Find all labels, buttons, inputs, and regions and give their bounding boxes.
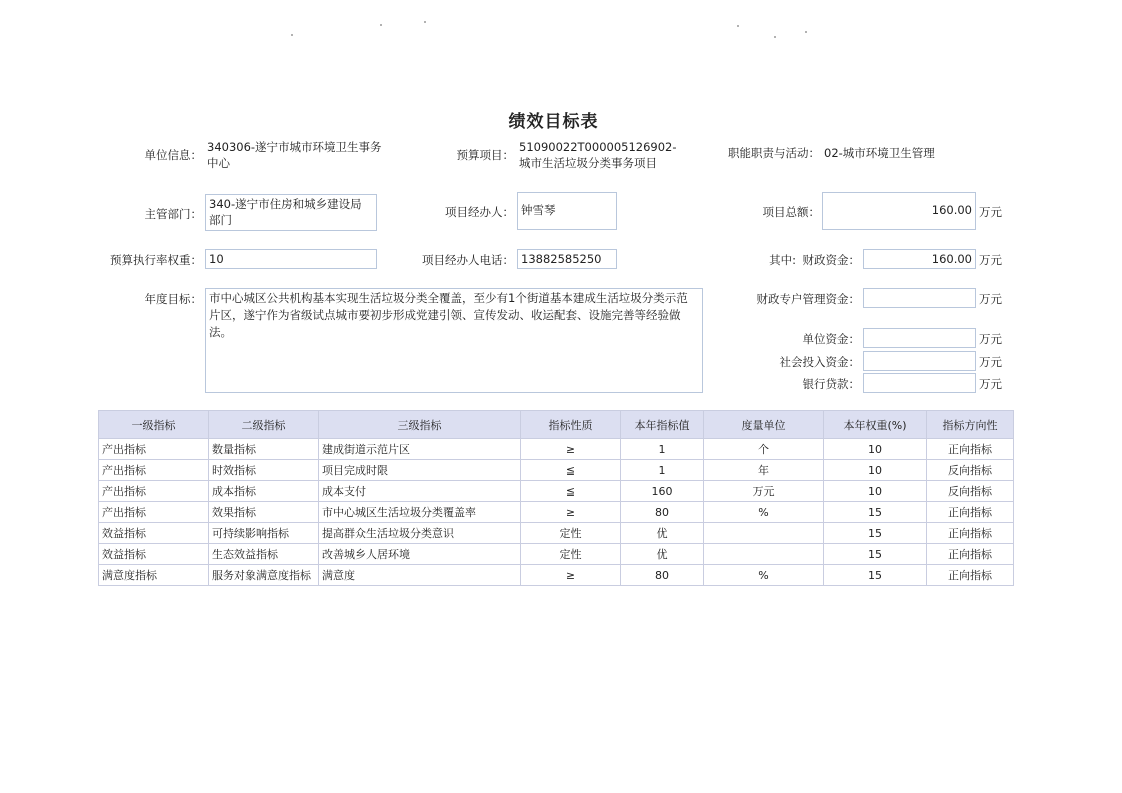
total-label: 项目总额：	[762, 205, 820, 219]
social-unit: 万元	[979, 355, 1002, 369]
table-row	[99, 523, 1014, 544]
unit-fund-field[interactable]	[863, 328, 976, 348]
cell-unit	[704, 523, 824, 544]
unit-value: 340306-遂宁市城市环境卫生事务中心	[207, 140, 382, 170]
indicator-table	[98, 410, 1014, 586]
cell-nature: ≥	[521, 439, 621, 460]
phone-field[interactable]: 13882585250	[517, 249, 617, 269]
cell-level1: 效益指标	[99, 544, 209, 565]
cell-weight: 10	[824, 460, 927, 481]
cell-nature: ≦	[521, 481, 621, 502]
cell-level3: 成本支付	[319, 481, 521, 502]
cell-level1: 产出指标	[99, 460, 209, 481]
cell-value: 80	[621, 502, 704, 523]
cell-level3: 项目完成时限	[319, 460, 521, 481]
unit-fund-unit: 万元	[979, 332, 1002, 346]
table-row	[99, 460, 1014, 481]
cell-unit: 个	[704, 439, 824, 460]
cell-value: 160	[621, 481, 704, 502]
header-level1: 一级指标	[99, 411, 209, 439]
cell-value: 优	[621, 523, 704, 544]
special-unit: 万元	[979, 292, 1002, 306]
cell-level2: 生态效益指标	[209, 544, 319, 565]
cell-nature: ≦	[521, 460, 621, 481]
fiscal-prefix: 其中:	[769, 253, 796, 267]
unit-fund-label: 单位资金：	[802, 332, 860, 346]
header-value: 本年指标值	[621, 411, 704, 439]
cell-direction: 正向指标	[927, 523, 1014, 544]
cell-level1: 满意度指标	[99, 565, 209, 586]
duty-value: 02-城市环境卫生管理	[824, 146, 935, 160]
header-level3: 三级指标	[319, 411, 521, 439]
cell-level2: 时效指标	[209, 460, 319, 481]
header-level2: 二级指标	[209, 411, 319, 439]
cell-level1: 产出指标	[99, 439, 209, 460]
cell-level3: 满意度	[319, 565, 521, 586]
scan-speck	[380, 24, 382, 26]
cell-weight: 10	[824, 481, 927, 502]
cell-nature: ≥	[521, 565, 621, 586]
page-title: 绩效目标表	[508, 112, 599, 132]
cell-nature: 定性	[521, 523, 621, 544]
cell-level3: 市中心城区生活垃圾分类覆盖率	[319, 502, 521, 523]
cell-unit: 万元	[704, 481, 824, 502]
cell-level1: 产出指标	[99, 481, 209, 502]
unit-label: 单位信息：	[144, 148, 202, 162]
scan-speck	[774, 36, 776, 38]
table-row	[99, 439, 1014, 460]
phone-label: 项目经办人电话：	[422, 253, 514, 267]
cell-value: 1	[621, 439, 704, 460]
header-direction: 指标方向性	[927, 411, 1014, 439]
budget-item-value: 51090022T000005126902-城市生活垃圾分类事务项目	[519, 140, 677, 170]
cell-level2: 可持续影响指标	[209, 523, 319, 544]
total-field[interactable]: 160.00	[822, 192, 976, 230]
cell-direction: 正向指标	[927, 439, 1014, 460]
cell-level2: 效果指标	[209, 502, 319, 523]
fiscal-label: 财政资金：	[802, 253, 860, 267]
cell-value: 80	[621, 565, 704, 586]
table-row	[99, 565, 1014, 586]
dept-label: 主管部门：	[144, 207, 202, 221]
cell-direction: 正向指标	[927, 502, 1014, 523]
manager-field[interactable]: 钟雪琴	[517, 192, 617, 230]
cell-level2: 数量指标	[209, 439, 319, 460]
loan-unit: 万元	[979, 377, 1002, 391]
special-label: 财政专户管理资金：	[756, 292, 860, 306]
manager-label: 项目经办人：	[445, 205, 514, 219]
cell-nature: ≥	[521, 502, 621, 523]
cell-unit: %	[704, 502, 824, 523]
cell-weight: 15	[824, 502, 927, 523]
cell-level1: 效益指标	[99, 523, 209, 544]
table-row	[99, 544, 1014, 565]
scan-speck	[737, 25, 739, 27]
header-nature: 指标性质	[521, 411, 621, 439]
cell-level3: 改善城乡人居环境	[319, 544, 521, 565]
special-field[interactable]	[863, 288, 976, 308]
annual-target-field[interactable]: 市中心城区公共机构基本实现生活垃圾分类全覆盖，至少有1个街道基本建成生活垃圾分类示范片区，遂宁作为省级试点城市要初步形成党建引领、宣传发动、收运配套、设施完善等经验做法。	[205, 288, 703, 393]
loan-field[interactable]	[863, 373, 976, 393]
cell-unit: 年	[704, 460, 824, 481]
cell-level2: 服务对象满意度指标	[209, 565, 319, 586]
cell-level2: 成本指标	[209, 481, 319, 502]
duty-label: 职能职责与活动：	[728, 146, 820, 160]
cell-direction: 反向指标	[927, 460, 1014, 481]
scan-speck	[805, 31, 807, 33]
annual-label: 年度目标：	[144, 292, 202, 306]
dept-field[interactable]: 340-遂宁市住房和城乡建设局部门	[205, 194, 377, 231]
cell-weight: 15	[824, 523, 927, 544]
fiscal-field[interactable]: 160.00	[863, 249, 976, 269]
cell-direction: 正向指标	[927, 544, 1014, 565]
table-header-row	[99, 411, 1014, 439]
cell-direction: 正向指标	[927, 565, 1014, 586]
header-unit: 度量单位	[704, 411, 824, 439]
header-weight: 本年权重(%)	[824, 411, 927, 439]
scan-speck	[291, 34, 293, 36]
social-field[interactable]	[863, 351, 976, 371]
table-row	[99, 481, 1014, 502]
cell-value: 优	[621, 544, 704, 565]
cell-unit: %	[704, 565, 824, 586]
cell-nature: 定性	[521, 544, 621, 565]
scan-speck	[424, 21, 426, 23]
cell-unit	[704, 544, 824, 565]
total-unit: 万元	[979, 205, 1002, 219]
cell-direction: 反向指标	[927, 481, 1014, 502]
rate-label: 预算执行率权重：	[110, 253, 202, 267]
cell-level3: 提高群众生活垃圾分类意识	[319, 523, 521, 544]
budget-item-label: 预算项目：	[456, 148, 514, 162]
table-row	[99, 502, 1014, 523]
cell-level3: 建成街道示范片区	[319, 439, 521, 460]
fiscal-unit: 万元	[979, 253, 1002, 267]
cell-weight: 15	[824, 565, 927, 586]
rate-field[interactable]: 10	[205, 249, 377, 269]
cell-value: 1	[621, 460, 704, 481]
cell-level1: 产出指标	[99, 502, 209, 523]
cell-weight: 15	[824, 544, 927, 565]
loan-label: 银行贷款：	[802, 377, 860, 391]
social-label: 社会投入资金：	[779, 355, 860, 369]
cell-weight: 10	[824, 439, 927, 460]
